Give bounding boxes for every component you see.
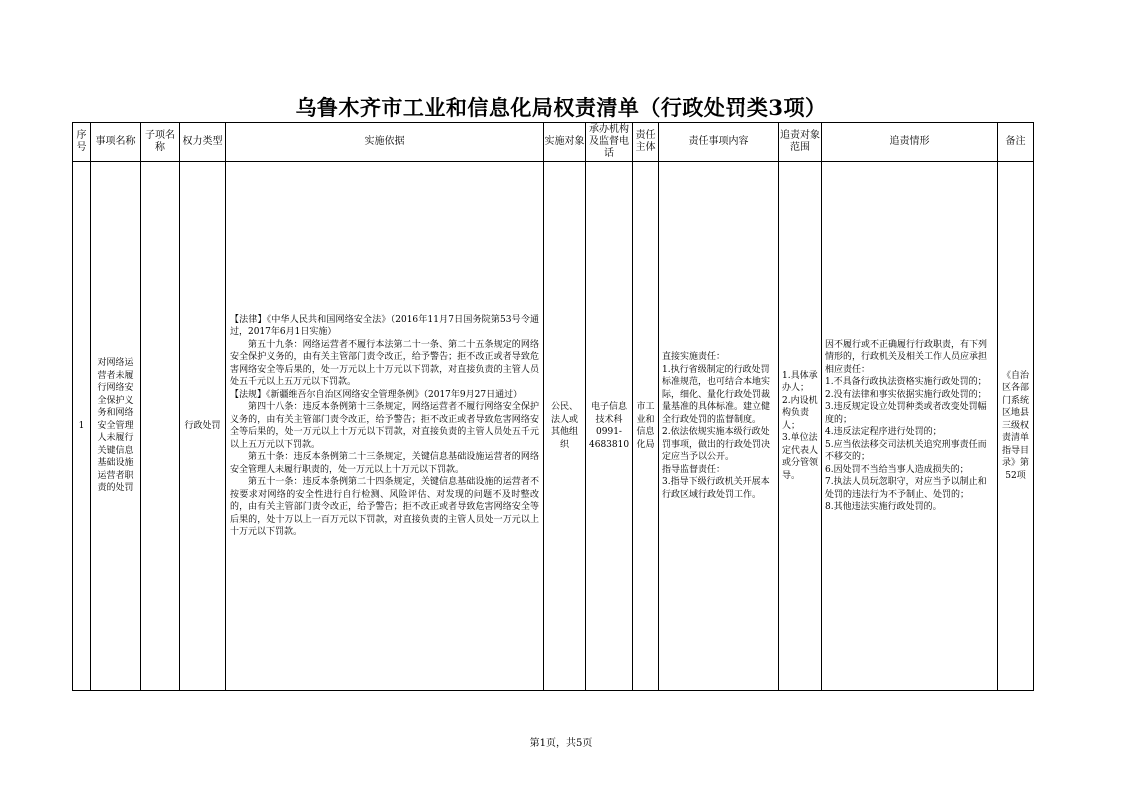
cell-subject: 市工业和信息化局 bbox=[633, 162, 659, 691]
header-remark: 备注 bbox=[998, 123, 1034, 162]
situation-line: 6.因处罚不当给当事人造成损失的； bbox=[825, 464, 969, 475]
header-scope: 追责对象范围 bbox=[779, 123, 822, 162]
header-agency: 承办机构及监督电话 bbox=[586, 123, 633, 162]
situation-line: 4.违反法定程序进行处罚的； bbox=[825, 427, 942, 437]
situation-line: 5.应当依法移交司法机关追究刑事责任而不移交的； bbox=[825, 439, 987, 462]
situation-line: 1.不具备行政执法资格实施行政处罚的； bbox=[825, 377, 987, 387]
situation-line: 2.没有法律和事实依据实施行政处罚的； bbox=[825, 389, 987, 400]
scope-line: 1.具体承办人； bbox=[782, 370, 818, 394]
situation-line: 8.其他违法实施行政处罚的。 bbox=[825, 502, 942, 512]
header-situation: 追责情形 bbox=[822, 123, 998, 162]
duty-line: 1.执行省级制定的行政处罚标准规范，也可结合本地实际，细化、量化行政处罚裁量基准的具体标准。建立健全行政处罚的监督制度。 bbox=[662, 364, 771, 425]
duty-list-table bbox=[72, 122, 1034, 691]
page-title: 乌鲁木齐市工业和信息化局权责清单（行政处罚类3项） bbox=[295, 95, 827, 120]
page-number: 第1页，共5页 bbox=[529, 738, 593, 749]
situation-line: 3.违反规定设立处罚种类或者改变处罚幅度的； bbox=[825, 402, 987, 425]
scope-line: 3.单位法定代表人或分管领导。 bbox=[782, 433, 819, 481]
header-item-name: 事项名称 bbox=[91, 123, 141, 162]
basis-article-51: 第五十一条：违反本条例第二十四条规定，关键信息基础设施的运营者不按要求对网络的安全性进行自行检测、风险评估、对发现的问题不及时整改的，由有关主管部门责令改正，给予警告；拒不改正或者导致危害网络安全等后果的，处十万以上一百万元以下罚款，对直接负责的主管人员处一万元以上十万元以下罚款。 bbox=[230, 477, 539, 537]
cell-scope bbox=[779, 162, 822, 691]
cell-agency: 电子信息技术科 0991-4683810 bbox=[586, 162, 633, 691]
header-subject: 责任主体 bbox=[633, 123, 659, 162]
cell-target: 公民、法人或其他组织 bbox=[544, 162, 586, 691]
duty-line: 2.依法依规实施本级行政处罚事项，做出的行政处罚决定应当予以公开。 bbox=[662, 427, 771, 462]
cell-sub-item bbox=[141, 162, 180, 691]
basis-law-title: 【法律】《中华人民共和国网络安全法》（2016年11月7日国务院第53号令通过，2017年6月1日实施） bbox=[230, 314, 539, 337]
duty-line: 指导监督责任： bbox=[662, 464, 726, 475]
cell-situation bbox=[822, 162, 998, 691]
duty-line: 直接实施责任： bbox=[662, 352, 726, 362]
header-basis: 实施依据 bbox=[226, 123, 544, 162]
situation-line: 7.执法人员玩忽职守，对应当予以制止和处罚的违法行为不予制止、处罚的； bbox=[825, 477, 987, 500]
scope-line: 2.内设机构负责人； bbox=[782, 395, 818, 431]
situation-line: 因不履行或不正确履行行政职责，有下列情形的，行政机关及相关工作人员应承担相应责任： bbox=[825, 339, 988, 375]
cell-seq: 1 bbox=[73, 162, 91, 691]
basis-article-48: 第四十八条：违反本条例第十三条规定，网络运营者不履行网络安全保护义务的，由有关主管部门责令改正，给予警告；拒不改正或者导致危害网络安全等后果的，处一万元以上十万元以下罚款，对直接负责的主管人员处五千元以上五万元以下罚款。 bbox=[230, 402, 539, 450]
cell-item-name: 对网络运营者未履行网络安全保护义务和网络安全管理人未履行关键信息基础设施运营者职责的处罚 bbox=[91, 162, 141, 691]
header-duty: 责任事项内容 bbox=[659, 123, 779, 162]
header-row bbox=[73, 123, 1034, 162]
cell-basis bbox=[226, 162, 544, 691]
basis-article-59: 第五十九条：网络运营者不履行本法第二十一条、第二十五条规定的网络安全保护义务的，由有关主管部门责令改正，给予警告；拒不改正或者导致危害网络安全等后果的，处一万元以上十万元以下罚款，对直接负责的主管人员处五千元以上五万元以下罚款。 bbox=[230, 339, 539, 387]
duty-line: 3.指导下级行政机关开展本行政区域行政处罚工作。 bbox=[662, 477, 770, 500]
header-seq: 序号 bbox=[73, 123, 91, 162]
header-power-type: 权力类型 bbox=[180, 123, 226, 162]
table-row bbox=[73, 162, 1034, 691]
header-sub-item: 子项名称 bbox=[141, 123, 180, 162]
cell-power-type: 行政处罚 bbox=[180, 162, 226, 691]
cell-remark: 《自治区各部门系统区地县三级权责清单指导目录》第52项 bbox=[998, 162, 1034, 691]
header-target: 实施对象 bbox=[544, 123, 586, 162]
basis-article-50: 第五十条：违反本条例第二十三条规定，关键信息基础设施运营者的网络安全管理人未履行职责的，处一万元以上十万元以下罚款。 bbox=[230, 452, 539, 475]
cell-duty bbox=[659, 162, 779, 691]
basis-regulation-title: 【法规】《新疆维吾尔自治区网络安全管理条例》（2017年9月27日通过） bbox=[230, 389, 523, 400]
